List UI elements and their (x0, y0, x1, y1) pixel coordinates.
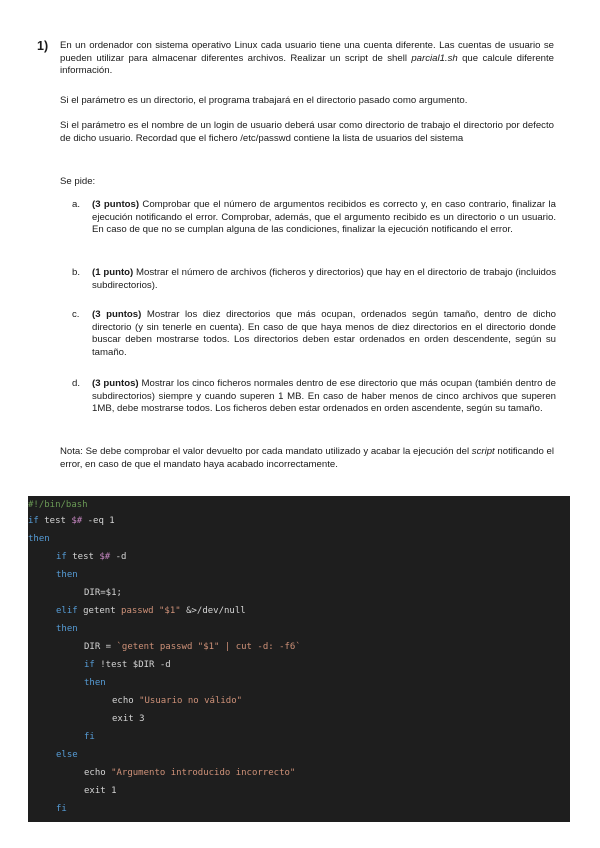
list-marker: a. (72, 199, 81, 210)
code-block (28, 496, 570, 822)
code-line (84, 659, 171, 671)
code-line (84, 767, 295, 779)
code-line (28, 515, 115, 527)
list-item-text (92, 378, 556, 416)
list-item-text (92, 199, 556, 237)
code-keyword: if (28, 516, 39, 526)
code-line: fi (56, 804, 67, 814)
list-marker: c. (72, 309, 80, 320)
code-text: &>/dev/null (180, 606, 246, 616)
list-item-text (92, 309, 556, 359)
points-label: (1 punto) (92, 267, 134, 278)
code-text: getent (77, 606, 122, 616)
intro-text: En un ordenador con sistema operativo Linux cada usuario tiene una cuenta diferente. Las cuentas de usuario se pueden utilizar para almacenar diferentes archivos. Realizar un script de shell (60, 40, 554, 64)
item-body: Comprobar que el número de argumentos recibidos es correcto y, en caso contrario, finalizar la ejecución notificando el error. Comprobar, además, que el argumento recibido es un directorio o un usuario. En caso de que no se cumplan alguna de las condiciones, finalizar la ejecución notificando el error. (92, 199, 556, 236)
code-line: then (56, 570, 78, 580)
code-variable: $# (99, 552, 111, 562)
code-text: echo (84, 768, 112, 778)
se-pide-label: Se pide: (60, 176, 96, 187)
code-variable: $# (71, 516, 83, 526)
code-line: else (56, 750, 78, 760)
note-text: Nota: Se debe comprobar el valor devuelto por cada mandato utilizado y acabar la ejecución del (60, 446, 472, 457)
note-script-word: script (471, 446, 495, 457)
list-marker: b. (72, 267, 81, 278)
list-item-text (92, 267, 556, 292)
code-line: exit 1 (84, 786, 117, 796)
directory-paragraph: Si el parámetro es un directorio, el programa trabajará en el directorio pasado como argumento. (60, 95, 468, 106)
intro-paragraph (60, 40, 554, 78)
code-text: -d (110, 552, 127, 562)
code-line: DIR=$1; (84, 588, 122, 598)
points-label: (3 puntos) (92, 309, 142, 320)
item-body: Mostrar los cinco ficheros normales dentro de ese directorio que más ocupan (también dentro de subdirectorios) siempre y cuando superen 1 MB. En caso de haber menos de cinco archivos que superen 1MB, debe mostrarse todos. Los ficheros deben estar ordenados en orden ascendente, según su tamaño. (92, 378, 556, 415)
code-string: "Argumento introducido incorrecto" (111, 768, 296, 778)
note-text-end: notificando el error, en caso de que el mandato haya acabado incorrectamente. (60, 446, 554, 470)
code-text: DIR = (84, 642, 117, 652)
code-line: then (28, 534, 50, 544)
code-text: !test $DIR -d (94, 660, 171, 670)
code-text: echo (112, 696, 140, 706)
code-line (112, 695, 242, 707)
script-name: parcial1.sh (411, 52, 458, 64)
code-string: `getent passwd "$1" | cut -d: -f6` (116, 642, 301, 652)
list-marker: d. (72, 378, 81, 389)
points-label: (3 puntos) (92, 199, 140, 210)
code-line (56, 605, 246, 617)
login-paragraph: Si el parámetro es el nombre de un login de usuario deberá usar como directorio de trabajo el directorio por defecto de dicho usuario. Recordad que el fichero /etc/passwd contiene la lista de usuarios del sistema (60, 120, 554, 144)
code-line (56, 551, 126, 563)
code-text: test (66, 552, 100, 562)
question-number: 1) (37, 39, 49, 53)
code-string: "Usuario no válido" (139, 696, 243, 706)
code-keyword: if (56, 552, 67, 562)
note-paragraph (60, 446, 554, 471)
item-body: Mostrar los diez directorios que más ocupan, ordenados según tamaño, dentro de dicho directorio (y sin tenerle en cuenta). En caso de que haya menos de diez directorios en el directorio donde buscar deben mostrarse todos. Los directorios deben estar ordenados en orden descendente, según su tamaño. (92, 309, 556, 358)
code-line (84, 641, 301, 653)
code-keyword: elif (56, 606, 78, 616)
item-body: Mostrar el número de archivos (ficheros y directorios) que hay en el directorio de trabajo (incluidos subdirectorios). (92, 267, 557, 291)
code-line: then (56, 624, 78, 634)
code-keyword: if (84, 660, 95, 670)
code-text: -eq 1 (82, 516, 115, 526)
code-line: then (84, 678, 106, 688)
code-text: test (38, 516, 72, 526)
code-line: exit 3 (112, 714, 145, 724)
code-line: fi (84, 732, 95, 742)
points-label: (3 puntos) (92, 378, 139, 389)
code-line-shebang: #!/bin/bash (28, 500, 88, 510)
intro-text-end: que calcule diferente información. (60, 52, 554, 77)
code-string: passwd "$1" (121, 606, 181, 616)
